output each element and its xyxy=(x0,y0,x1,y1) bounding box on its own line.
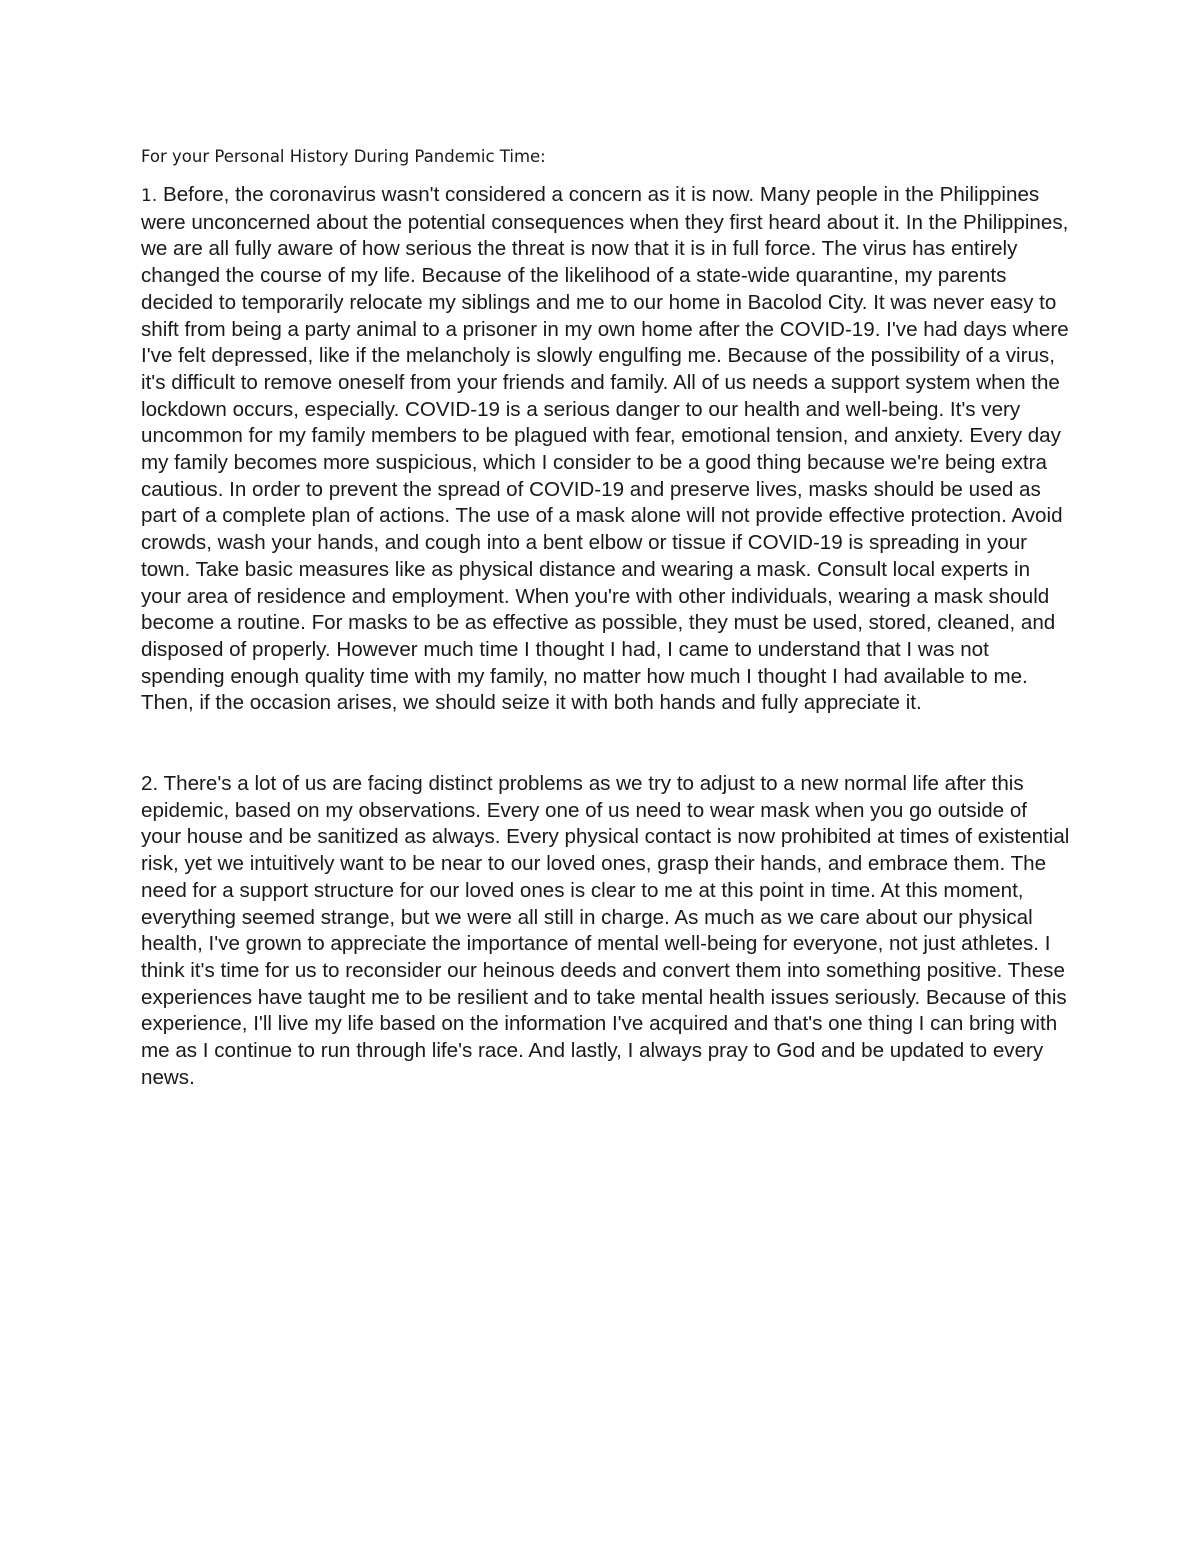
paragraph-1 xyxy=(141,182,1071,717)
paragraph-2 xyxy=(141,771,1071,1091)
document-body xyxy=(141,142,1071,1092)
paragraph-2-number: 2. xyxy=(141,772,159,796)
document-heading: For your Personal History During Pandemic Time: xyxy=(141,147,546,166)
paragraph-1-text: Before, the coronavirus wasn't considered a concern as it is now. Many people in the Philippines were unconcerned about the potential consequences when they first heard about it. In the Philippines, we are all fully aware of how serious the threat is now that it is in full force. The virus has entirely changed the course of my life. Because of the likelihood of a state-wide quarantine, my parents decided to temporarily relocate my siblings and me to our home in Bacolod City. It was never easy to shift from being a party animal to a prisoner in my own home after the COVID-19. I've had days where I've felt depressed, like if the melancholy is slowly engulfing me. Because of the possibility of a virus, it's difficult to remove oneself from your friends and family. All of us needs a support system when the lockdown occurs, especially. COVID-19 is a serious danger to our health and well-being. It's very uncommon for my family members to be plagued with fear, emotional tension, and anxiety. Every day my family becomes more suspicious, which I consider to be a good thing because we're being extra cautious. In order to prevent the spread of COVID-19 and preserve lives, masks should be used as part of a complete plan of actions. The use of a mask alone will not provide effective protection. Avoid crowds, wash your hands, and cough into a bent elbow or tissue if COVID-19 is spreading in your town. Take basic measures like as physical distance and wearing a mask. Consult local experts in your area of residence and employment. When you're with other individuals, wearing a mask should become a routine. For masks to be as effective as possible, they must be used, stored, cleaned, and disposed of properly. However much time I thought I had, I came to understand that I was not spending enough quality time with my family, no matter how much I thought I had available to me. Then, if the occasion arises, we should seize it with both hands and fully appreciate it. xyxy=(141,183,1069,715)
paragraph-2-text: There's a lot of us are facing distinct problems as we try to adjust to a new normal life after this epidemic, based on my observations. Every one of us need to wear mask when you go outside of your house and be sanitized as always. Every physical contact is now prohibited at times of existential risk, yet we intuitively want to be near to our loved ones, grasp their hands, and embrace them. The need for a support structure for our loved ones is clear to me at this point in time. At this moment, everything seemed strange, but we were all still in charge. As much as we care about our physical health, I've grown to appreciate the importance of mental well-being for everyone, not just athletes. I think it's time for us to reconsider our heinous deeds and convert them into something positive. These experiences have taught me to be resilient and to take mental health issues seriously. Because of this experience, I'll live my life based on the information I've acquired and that's one thing I can bring with me as I continue to run through life's race. And lastly, I always pray to God and be updated to every news. xyxy=(141,772,1070,1089)
paragraph-1-number: 1. xyxy=(141,186,158,206)
